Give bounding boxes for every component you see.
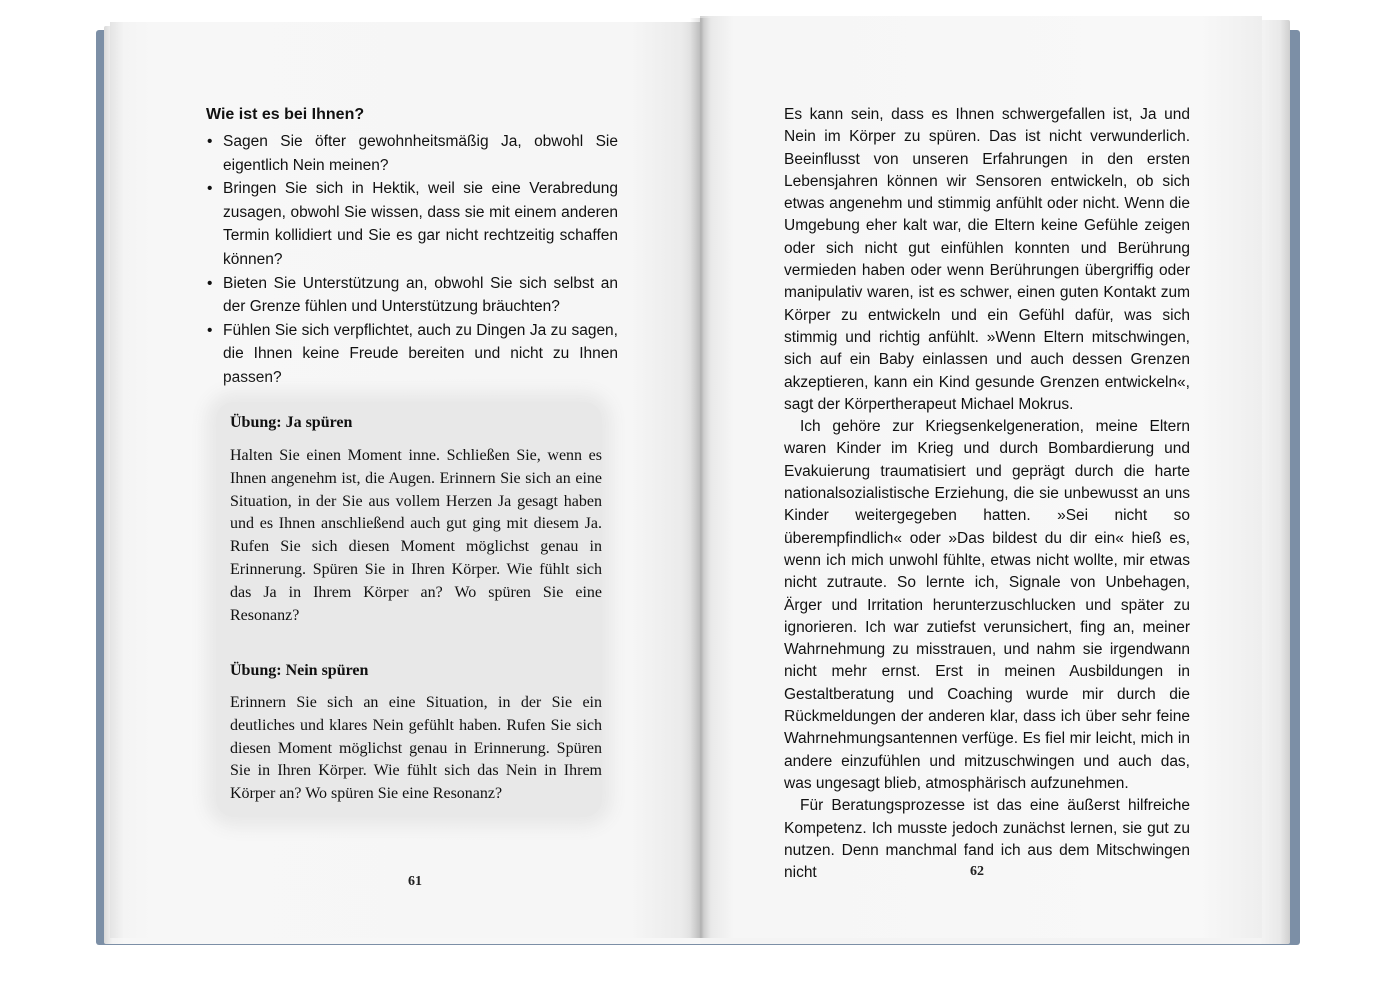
exercise-no-text: Erinnern Sie sich an eine Situation, in der Sie ein deutliches und klares Nein gefühlt haben. Rufen Sie sich diesen Moment möglichst genau in Erinnerung. Spüren Sie in Ihren Körper. Wie fühlt sich das Nein in Ihrem Körper an? Wo spüren Sie eine Resonanz? <box>230 694 602 803</box>
list-item: • Sagen Sie öfter gewohnheitsmäßig Ja, obwohl Sie eigentlich Nein meinen? <box>206 130 618 177</box>
list-item: • Fühlen Sie sich verpflichtet, auch zu Dingen Ja zu sagen, die Ihnen keine Freude bereiten und nicht zu Ihnen passen? <box>206 319 618 390</box>
exercise-yes-title: Übung: Ja spüren <box>230 414 353 431</box>
exercise-yes-text: Halten Sie einen Moment inne. Schließen Sie, wenn es Ihnen angenehm ist, die Augen. Erinnern Sie sich an eine Situation, in der Sie aus vollem Herzen Ja gesagt haben und es Ihnen anschließend auch gut ging mit diesem Ja. Rufen Sie sich diesen Moment möglichst genau in Erinnerung. Spüren Sie in Ihren Körper. Wie fühlt sich das Ja in Ihrem Körper an? Wo spüren Sie eine Resonanz? <box>230 447 602 624</box>
question-list <box>206 130 618 390</box>
list-item: • Bringen Sie sich in Hektik, weil sie eine Verabredung zusagen, obwohl Sie wissen, dass sie mit einem anderen Termin kollidiert und Sie es gar nicht rechtzeitig schaffen können? <box>206 177 618 271</box>
section-heading: Wie ist es bei Ihnen? <box>206 106 365 123</box>
page-number: 62 <box>970 864 984 879</box>
paragraph: Es kann sein, dass es Ihnen schwergefallen ist, Ja und Nein im Körper zu spüren. Das ist nicht verwunderlich. Beeinflusst von unseren Erfahrungen in den ersten Lebensjahren können wir Sensoren entwickeln, ob sich etwas angenehm und stimmig anfühlt oder nicht. Wenn die Umgebung eher kalt war, die Eltern keine Gefühle zeigen oder sich nicht gut einfühlen konnten und Berührung vermieden haben oder wenn Berührungen übergriffig oder manipulativ waren, ist es schwer, einen guten Kontakt zum Körper zu entwickeln und ein Gefühl dafür, was sich stimmig und richtig anfühlt. »Wenn Eltern mitschwingen, sich auf ein Baby einlassen und auch dessen Grenzen akzeptieren, kann ein Kind gesunde Grenzen entwickeln«, sagt der Körpertherapeut Michael Mokrus. <box>784 106 1190 413</box>
book-gutter <box>690 18 712 938</box>
left-page <box>110 22 700 938</box>
page-number: 61 <box>408 874 422 889</box>
paragraph: Für Beratungsprozesse ist das eine äußerst hilfreiche Kompetenz. Ich musste jedoch zunächst lernen, sie gut zu nutzen. Denn manchmal fand ich aus dem Mitschwingen nicht <box>784 797 1190 882</box>
body-text <box>784 104 1190 884</box>
paragraph: Ich gehöre zur Kriegsenkelgeneration, meine Eltern waren Kinder im Krieg und durch Bombardierung und Evakuierung traumatisiert und geprägt durch die harte nationalsozialistische Erziehung, die sie unbewusst an uns Kinder weitergegeben hatten. »Sei nicht so überempfindlich« oder »Das bildest du dir ein« hieß es, wenn ich mich unwohl fühlte, etwas nicht wollte, mir etwas nicht zutraute. So lernte ich, Signale von Unbehagen, Ärger und Irritation herunterzuschlucken und später zu ignorieren. Ich war zutiefst verunsichert, fing an, meiner Wahrnehmung zu misstrauen, und nahm sie irgendwann nicht mehr ernst. Erst in meinen Ausbildungen in Gestaltberatung und Coaching wurde mir durch die Rückmeldungen der anderen klar, dass ich über sehr feine Wahrnehmungsantennen verfüge. Es fiel mir leicht, mich in andere einzufühlen und mitzuschwingen und auch das, was ungesagt blieb, atmosphärisch aufzunehmen. <box>784 418 1190 792</box>
exercise-no-title: Übung: Nein spüren <box>230 662 369 679</box>
list-item: • Bieten Sie Unterstützung an, obwohl Sie sich selbst an der Grenze fühlen und Unterstützung bräuchten? <box>206 272 618 319</box>
right-page <box>700 16 1262 938</box>
